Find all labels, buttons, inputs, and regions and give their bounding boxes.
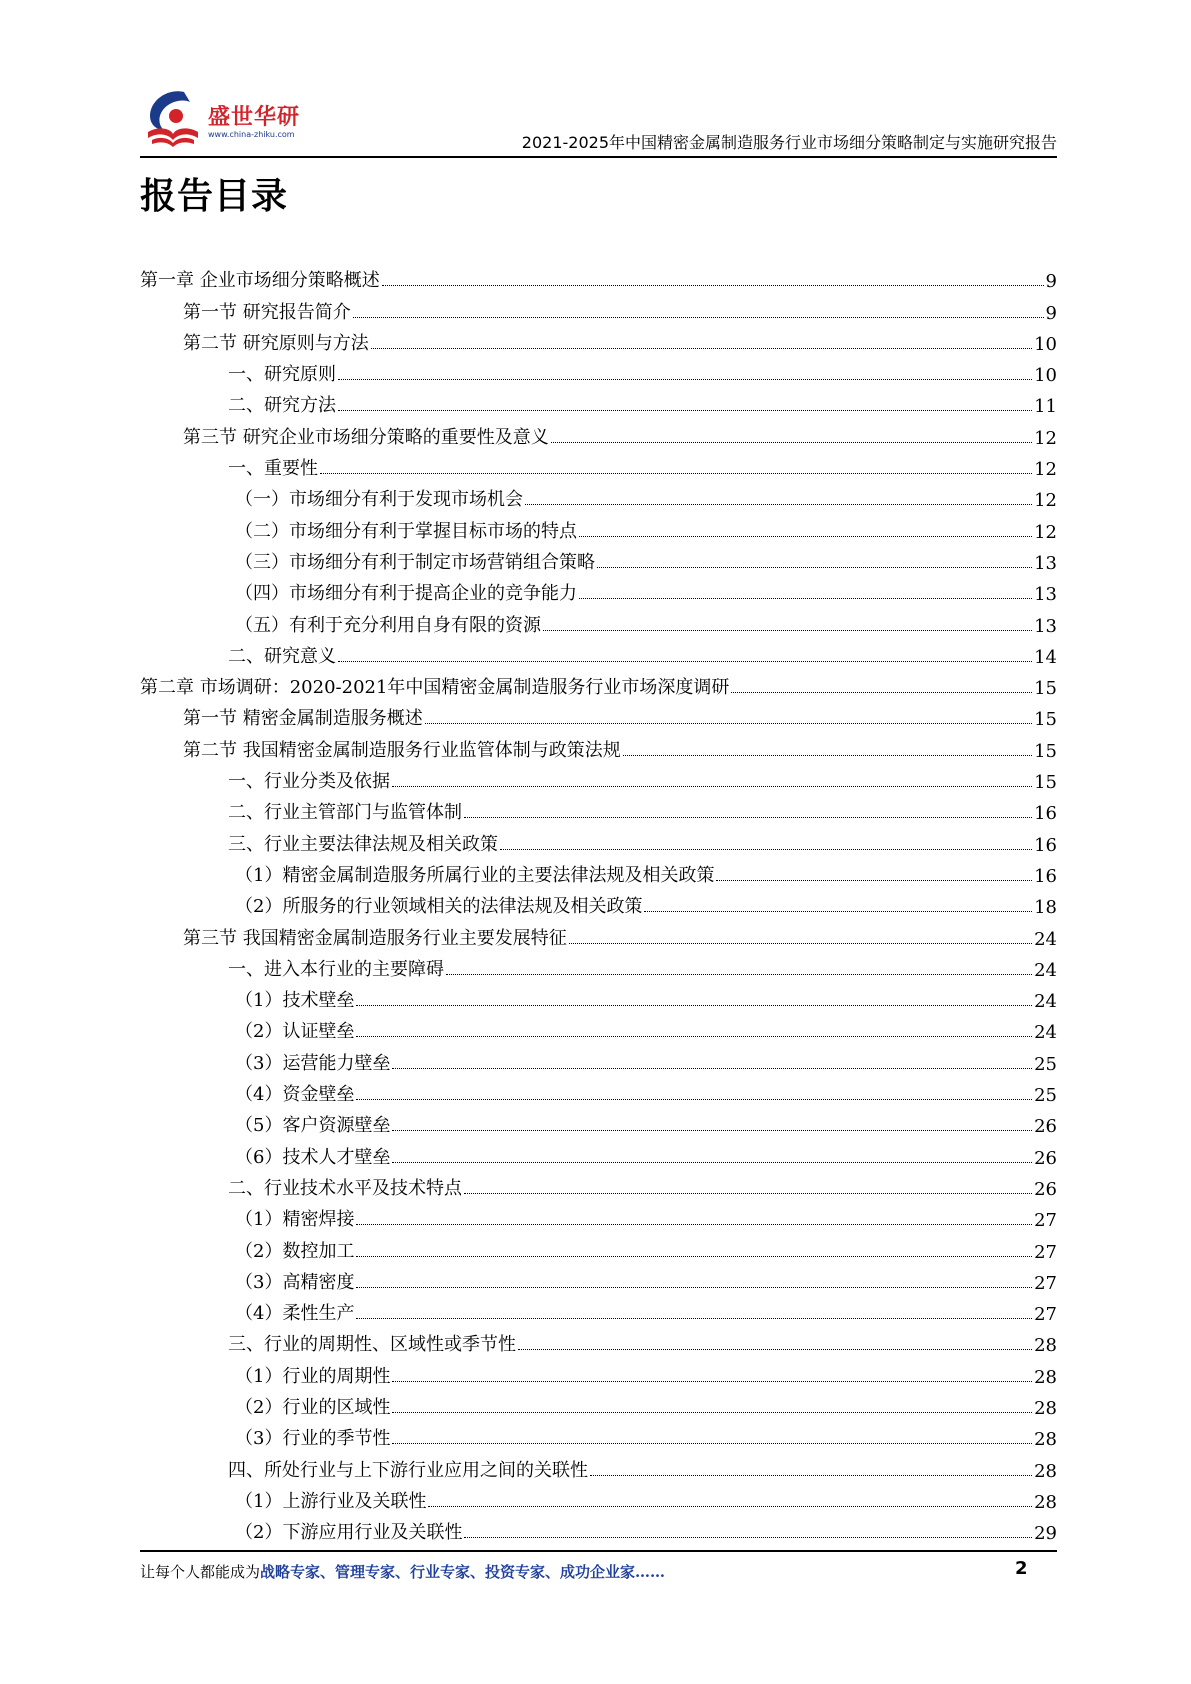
toc-entry[interactable] — [140, 261, 1057, 292]
toc-entry[interactable] — [140, 449, 1057, 480]
toc-leader-dots — [356, 1005, 1032, 1006]
page-title: 报告目录 — [140, 176, 289, 217]
toc-entry-page: 27 — [1034, 1304, 1057, 1326]
toc-leader-dots — [446, 974, 1032, 975]
toc-entry[interactable] — [140, 1075, 1057, 1106]
toc-entry[interactable] — [140, 292, 1057, 323]
toc-entry-label: 第一章 企业市场细分策略概述 — [140, 270, 380, 292]
toc-entry-page: 28 — [1034, 1460, 1057, 1482]
toc-leader-dots — [569, 943, 1032, 944]
toc-entry[interactable] — [140, 574, 1057, 605]
toc-leader-dots — [392, 1162, 1032, 1163]
toc-entry[interactable] — [140, 1450, 1057, 1481]
toc-entry-label: （2）所服务的行业领域相关的法律法规及相关政策 — [235, 896, 643, 918]
toc-leader-dots — [353, 317, 1044, 318]
toc-leader-dots — [338, 410, 1032, 411]
toc-entry[interactable] — [140, 637, 1057, 668]
toc-leader-dots — [338, 661, 1032, 662]
toc-leader-dots — [356, 1036, 1032, 1037]
toc-entry-label: 第一节 精密金属制造服务概述 — [183, 708, 423, 730]
toc-entry-label: 三、行业主要法律法规及相关政策 — [228, 833, 498, 855]
toc-entry[interactable] — [140, 1356, 1057, 1387]
toc-leader-dots — [356, 1287, 1032, 1288]
toc-leader-dots — [428, 1506, 1032, 1507]
toc-entry-page: 13 — [1034, 584, 1057, 606]
toc-entry[interactable] — [140, 856, 1057, 887]
toc-entry[interactable] — [140, 730, 1057, 761]
toc-leader-dots — [731, 692, 1032, 693]
footer-slogan-highlight: 战略专家、管理专家、行业专家、投资专家、成功企业家…… — [260, 1563, 666, 1581]
toc-entry-label: （3）运营能力壁垒 — [235, 1052, 391, 1074]
toc-entry-label: （2）认证壁垒 — [235, 1021, 355, 1043]
toc-leader-dots — [518, 1349, 1032, 1350]
toc-entry-label: 一、行业分类及依据 — [228, 771, 390, 793]
toc-entry[interactable] — [140, 918, 1057, 949]
toc-entry-label: （1）精密焊接 — [235, 1209, 355, 1231]
toc-leader-dots — [356, 1318, 1032, 1319]
toc-entry-page: 15 — [1034, 772, 1057, 794]
toc-entry-page: 28 — [1034, 1491, 1057, 1513]
toc-entry[interactable] — [140, 1263, 1057, 1294]
toc-entry-label: （1）技术壁垒 — [235, 990, 355, 1012]
toc-entry[interactable] — [140, 1043, 1057, 1074]
toc-entry-page: 27 — [1034, 1241, 1057, 1263]
toc-entry-page: 12 — [1034, 459, 1057, 481]
toc-entry[interactable] — [140, 1325, 1057, 1356]
toc-leader-dots — [382, 285, 1044, 286]
toc-entry[interactable] — [140, 1137, 1057, 1168]
toc-entry-label: （二）市场细分有利于掌握目标市场的特点 — [235, 520, 577, 542]
toc-entry[interactable] — [140, 605, 1057, 636]
toc-entry-label: 二、行业主管部门与监管体制 — [228, 802, 462, 824]
toc-entry-label: 二、研究意义 — [228, 645, 336, 667]
toc-entry-label: 二、行业技术水平及技术特点 — [228, 1177, 462, 1199]
footer-slogan — [140, 1561, 665, 1582]
header-divider — [140, 156, 1057, 158]
toc-entry[interactable] — [140, 1106, 1057, 1137]
toc-entry-page: 13 — [1034, 552, 1057, 574]
page-header — [140, 78, 1057, 158]
toc-entry[interactable] — [140, 1419, 1057, 1450]
toc-entry-label: 四、所处行业与上下游行业应用之间的关联性 — [228, 1459, 588, 1481]
toc-entry-label: （1）上游行业及关联性 — [235, 1490, 427, 1512]
toc-entry-page: 26 — [1034, 1147, 1057, 1169]
toc-entry[interactable] — [140, 887, 1057, 918]
company-logo — [140, 86, 330, 156]
footer-slogan-prefix: 让每个人都能成为 — [140, 1563, 261, 1581]
toc-leader-dots — [464, 817, 1032, 818]
toc-entry[interactable] — [140, 480, 1057, 511]
toc-entry[interactable] — [140, 668, 1057, 699]
toc-leader-dots — [623, 755, 1032, 756]
toc-entry-page: 28 — [1034, 1397, 1057, 1419]
toc-entry-label: 第二节 我国精密金属制造服务行业监管体制与政策法规 — [183, 739, 621, 761]
toc-entry-label: 一、进入本行业的主要障碍 — [228, 958, 444, 980]
toc-leader-dots — [356, 1256, 1032, 1257]
toc-entry-label: 第二章 市场调研：2020-2021年中国精密金属制造服务行业市场深度调研 — [140, 677, 730, 699]
toc-entry-label: 二、研究方法 — [228, 395, 336, 417]
toc-leader-dots — [425, 723, 1032, 724]
toc-entry-page: 27 — [1034, 1272, 1057, 1294]
toc-entry-page: 24 — [1034, 1022, 1057, 1044]
toc-entry[interactable] — [140, 355, 1057, 386]
toc-leader-dots — [579, 598, 1032, 599]
toc-entry[interactable] — [140, 511, 1057, 542]
toc-entry-label: （1）精密金属制造服务所属行业的主要法律法规及相关政策 — [235, 864, 715, 886]
toc-entry-label: （2）数控加工 — [235, 1240, 355, 1262]
toc-entry-page: 16 — [1034, 834, 1057, 856]
toc-entry-page: 24 — [1034, 991, 1057, 1013]
toc-entry-label: （4）柔性生产 — [235, 1303, 355, 1325]
toc-entry-page: 28 — [1034, 1366, 1057, 1388]
toc-entry-page: 12 — [1034, 521, 1057, 543]
toc-entry-page: 28 — [1034, 1335, 1057, 1357]
toc-entry[interactable] — [140, 1294, 1057, 1325]
toc-entry[interactable] — [140, 762, 1057, 793]
toc-entry-page: 26 — [1034, 1116, 1057, 1138]
toc-leader-dots — [356, 1224, 1032, 1225]
logo-emblem-icon — [140, 86, 206, 152]
toc-entry-label: 第三节 我国精密金属制造服务行业主要发展特征 — [183, 927, 567, 949]
toc-entry-label: （五）有利于充分利用自身有限的资源 — [235, 614, 541, 636]
toc-entry-page: 14 — [1034, 646, 1057, 668]
toc-leader-dots — [551, 442, 1032, 443]
toc-leader-dots — [543, 630, 1032, 631]
toc-entry-page: 25 — [1034, 1085, 1057, 1107]
toc-entry-label: 第二节 研究原则与方法 — [183, 332, 369, 354]
toc-entry-label: （三）市场细分有利于制定市场营销组合策略 — [235, 551, 595, 573]
logo-website: www.china-zhiku.com — [208, 130, 295, 139]
page-number: 2 — [1015, 1558, 1028, 1579]
toc-entry-page: 15 — [1034, 709, 1057, 731]
toc-entry-label: 第一节 研究报告简介 — [183, 301, 351, 323]
toc-entry[interactable] — [140, 981, 1057, 1012]
toc-leader-dots — [464, 1193, 1032, 1194]
toc-leader-dots — [525, 504, 1032, 505]
toc-entry[interactable] — [140, 1513, 1057, 1544]
toc-entry-page: 11 — [1034, 396, 1057, 418]
toc-entry-page: 13 — [1034, 615, 1057, 637]
toc-entry-label: （4）资金壁垒 — [235, 1084, 355, 1106]
toc-leader-dots — [500, 849, 1032, 850]
toc-entry[interactable] — [140, 1012, 1057, 1043]
toc-leader-dots — [644, 911, 1032, 912]
toc-entry-page: 10 — [1034, 333, 1057, 355]
toc-leader-dots — [392, 1412, 1032, 1413]
toc-entry-label: （3）高精密度 — [235, 1271, 355, 1293]
toc-entry-page: 18 — [1034, 897, 1057, 919]
toc-leader-dots — [579, 536, 1032, 537]
toc-entry-page: 15 — [1034, 740, 1057, 762]
toc-entry[interactable] — [140, 1482, 1057, 1513]
toc-entry-label: （2）下游应用行业及关联性 — [235, 1522, 463, 1544]
logo-brand-name: 盛世华研 — [208, 105, 301, 130]
toc-entry[interactable] — [140, 824, 1057, 855]
toc-leader-dots — [597, 567, 1032, 568]
toc-entry-page: 26 — [1034, 1178, 1057, 1200]
toc-leader-dots — [392, 1130, 1032, 1131]
toc-leader-dots — [371, 348, 1032, 349]
footer-divider — [140, 1550, 1057, 1552]
toc-entry-label: （5）客户资源壁垒 — [235, 1115, 391, 1137]
toc-entry[interactable] — [140, 1169, 1057, 1200]
toc-entry[interactable] — [140, 1388, 1057, 1419]
report-title: 2021-2025年中国精密金属制造服务行业市场细分策略制定与实施研究报告 — [521, 133, 1057, 152]
toc-leader-dots — [590, 1475, 1032, 1476]
toc-leader-dots — [464, 1537, 1032, 1538]
toc-entry[interactable] — [140, 793, 1057, 824]
toc-entry-label: 一、研究原则 — [228, 364, 336, 386]
toc-leader-dots — [392, 1443, 1032, 1444]
toc-entry[interactable] — [140, 699, 1057, 730]
toc-entry-label: （3）行业的季节性 — [235, 1428, 391, 1450]
toc-entry-page: 9 — [1045, 302, 1057, 324]
toc-entry-label: （四）市场细分有利于提高企业的竞争能力 — [235, 583, 577, 605]
toc-entry-page: 24 — [1034, 959, 1057, 981]
toc-entry-page: 12 — [1034, 490, 1057, 512]
toc-entry-label: （2）行业的区域性 — [235, 1396, 391, 1418]
toc-entry[interactable] — [140, 417, 1057, 448]
toc-leader-dots — [392, 786, 1032, 787]
toc-leader-dots — [356, 1099, 1032, 1100]
toc-entry-page: 16 — [1034, 865, 1057, 887]
toc-entry[interactable] — [140, 1231, 1057, 1262]
toc-entry-page: 27 — [1034, 1210, 1057, 1232]
toc-leader-dots — [392, 1068, 1032, 1069]
toc-entry-page: 29 — [1034, 1523, 1057, 1545]
toc-entry-page: 24 — [1034, 928, 1057, 950]
toc-entry-page: 10 — [1034, 365, 1057, 387]
toc-entry-page: 15 — [1034, 678, 1057, 700]
table-of-contents — [140, 261, 1057, 1544]
toc-leader-dots — [338, 379, 1032, 380]
toc-leader-dots — [392, 1381, 1032, 1382]
toc-entry-page: 12 — [1034, 427, 1057, 449]
toc-entry-label: （一）市场细分有利于发现市场机会 — [235, 489, 523, 511]
toc-entry-page: 28 — [1034, 1429, 1057, 1451]
toc-entry[interactable] — [140, 386, 1057, 417]
toc-entry[interactable] — [140, 1200, 1057, 1231]
toc-entry-label: 第三节 研究企业市场细分策略的重要性及意义 — [183, 426, 549, 448]
toc-entry-page: 16 — [1034, 803, 1057, 825]
toc-entry-label: （6）技术人才壁垒 — [235, 1146, 391, 1168]
toc-leader-dots — [716, 880, 1032, 881]
toc-entry-label: 三、行业的周期性、区域性或季节性 — [228, 1334, 516, 1356]
toc-entry[interactable] — [140, 543, 1057, 574]
toc-entry-page: 9 — [1045, 271, 1057, 293]
toc-entry[interactable] — [140, 950, 1057, 981]
toc-entry-page: 25 — [1034, 1053, 1057, 1075]
toc-entry-label: 一、重要性 — [228, 458, 318, 480]
toc-leader-dots — [320, 473, 1032, 474]
toc-entry[interactable] — [140, 324, 1057, 355]
toc-entry-label: （1）行业的周期性 — [235, 1365, 391, 1387]
